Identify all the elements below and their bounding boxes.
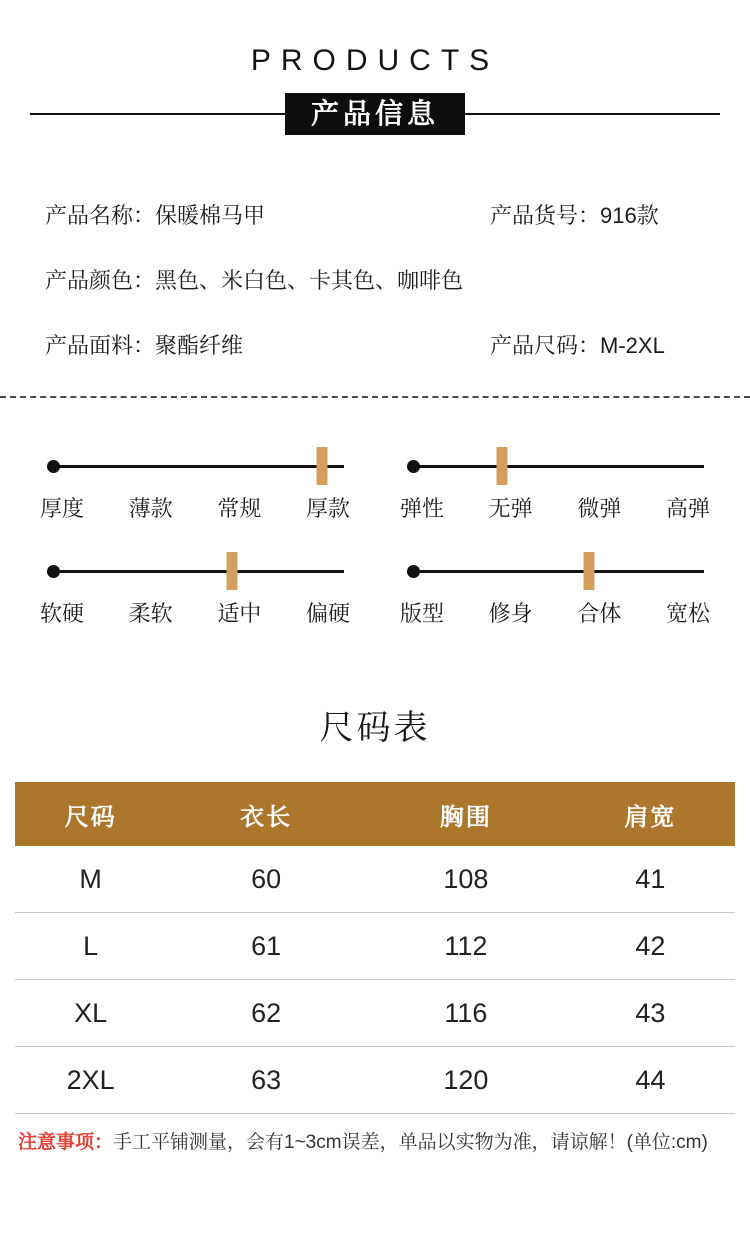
slider-option-label: 适中 <box>217 601 262 626</box>
table-cell: 2XL <box>66 1064 115 1095</box>
table-cell: 116 <box>444 997 488 1028</box>
slider-category-label: 软硬 <box>40 601 85 626</box>
attribute-sliders <box>0 446 750 656</box>
slider-labels <box>40 494 350 524</box>
slider-marker <box>497 447 508 485</box>
header-cell-size: 尺码 <box>64 803 117 831</box>
slider-category-label: 厚度 <box>40 496 85 521</box>
section-badge: 产品信息 <box>285 93 465 135</box>
table-cell: 112 <box>444 930 488 961</box>
table-cell: 43 <box>635 997 666 1028</box>
field-product-size-label: 产品尺码： <box>490 333 601 358</box>
field-product-size-value: M-2XL <box>600 333 665 358</box>
table-cell: L <box>83 930 99 961</box>
table-cell: 120 <box>443 1064 489 1095</box>
product-info-row <box>0 266 750 296</box>
products-heading: PRODUCTS <box>250 44 500 77</box>
field-product-code-value: 916款 <box>600 203 659 228</box>
table-cell: 42 <box>635 930 666 961</box>
table-row-2xl <box>15 1047 735 1114</box>
slider-option-label: 宽松 <box>665 601 710 626</box>
product-info-row <box>0 201 750 231</box>
slider-dot <box>407 460 420 473</box>
table-row-l <box>15 913 735 980</box>
slider-thickness <box>40 446 350 524</box>
slider-line <box>53 570 344 573</box>
field-product-color-value: 黑色、米白色、卡其色、咖啡色 <box>155 268 464 293</box>
field-product-color-label: 产品颜色： <box>45 268 156 293</box>
slider-option-label: 合体 <box>577 601 622 626</box>
table-cell: 108 <box>443 863 489 894</box>
slider-labels <box>400 494 710 524</box>
slider-option-label: 修身 <box>488 601 533 626</box>
slider-marker <box>227 552 238 590</box>
slider-track <box>400 551 710 591</box>
table-cell: 41 <box>635 863 666 894</box>
product-info-row <box>0 331 750 361</box>
field-product-name <box>45 201 265 231</box>
slider-dot <box>47 565 60 578</box>
table-cell: 63 <box>251 1064 282 1095</box>
slider-fit <box>400 551 710 629</box>
slider-track <box>400 446 710 486</box>
slider-labels <box>40 599 350 629</box>
field-product-name-value: 保暖棉马甲 <box>155 203 266 228</box>
table-cell: M <box>79 863 102 894</box>
header-cell-shoulder: 肩宽 <box>624 803 677 831</box>
field-product-fabric <box>45 331 243 361</box>
slider-option-label: 柔软 <box>128 601 173 626</box>
slider-dot <box>407 565 420 578</box>
slider-dot <box>47 460 60 473</box>
slider-softness <box>40 551 350 629</box>
table-cell: 44 <box>635 1064 666 1095</box>
slider-option-label: 微弹 <box>577 496 622 521</box>
field-product-size <box>490 331 665 361</box>
slider-marker <box>317 447 328 485</box>
dashed-divider <box>0 396 750 398</box>
notice-label: 注意事项： <box>18 1132 114 1153</box>
table-cell: 60 <box>251 863 282 894</box>
slider-track <box>40 551 350 591</box>
badge-line-left <box>30 113 285 115</box>
section-badge-row <box>0 93 750 135</box>
notice <box>18 1130 750 1156</box>
table-cell: XL <box>74 997 108 1028</box>
header-cell-length: 衣长 <box>240 803 293 831</box>
field-product-fabric-value: 聚酯纤维 <box>155 333 244 358</box>
product-info-block <box>0 201 750 361</box>
slider-category-label: 版型 <box>400 601 445 626</box>
slider-option-label: 高弹 <box>665 496 710 521</box>
slider-track <box>40 446 350 486</box>
slider-elasticity <box>400 446 710 524</box>
field-product-code-label: 产品货号： <box>490 203 601 228</box>
field-product-name-label: 产品名称： <box>45 203 156 228</box>
slider-line <box>413 465 704 468</box>
slider-option-label: 偏硬 <box>305 601 350 626</box>
header-cell-bust: 胸围 <box>439 803 492 831</box>
slider-line <box>413 570 704 573</box>
notice-text: 手工平铺测量，会有1~3cm误差，单品以实物为准，请谅解！(单位:cm) <box>113 1132 708 1153</box>
table-row-m <box>15 846 735 913</box>
slider-option-label: 厚款 <box>305 496 350 521</box>
slider-marker <box>584 552 595 590</box>
slider-category-label: 弹性 <box>400 496 445 521</box>
slider-labels <box>400 599 710 629</box>
field-product-code <box>490 201 659 231</box>
slider-option-label: 无弹 <box>488 496 533 521</box>
size-table-header <box>15 782 735 846</box>
badge-line-right <box>465 113 720 115</box>
size-chart-title: 尺码表 <box>319 709 431 747</box>
table-row-xl <box>15 980 735 1047</box>
slider-option-label: 常规 <box>217 496 262 521</box>
table-cell: 62 <box>251 997 282 1028</box>
table-cell: 61 <box>251 930 282 961</box>
field-product-fabric-label: 产品面料： <box>45 333 156 358</box>
field-product-color <box>45 266 463 296</box>
slider-line <box>53 465 344 468</box>
size-table <box>15 782 735 1114</box>
slider-option-label: 薄款 <box>128 496 173 521</box>
product-info-page <box>0 42 750 1252</box>
